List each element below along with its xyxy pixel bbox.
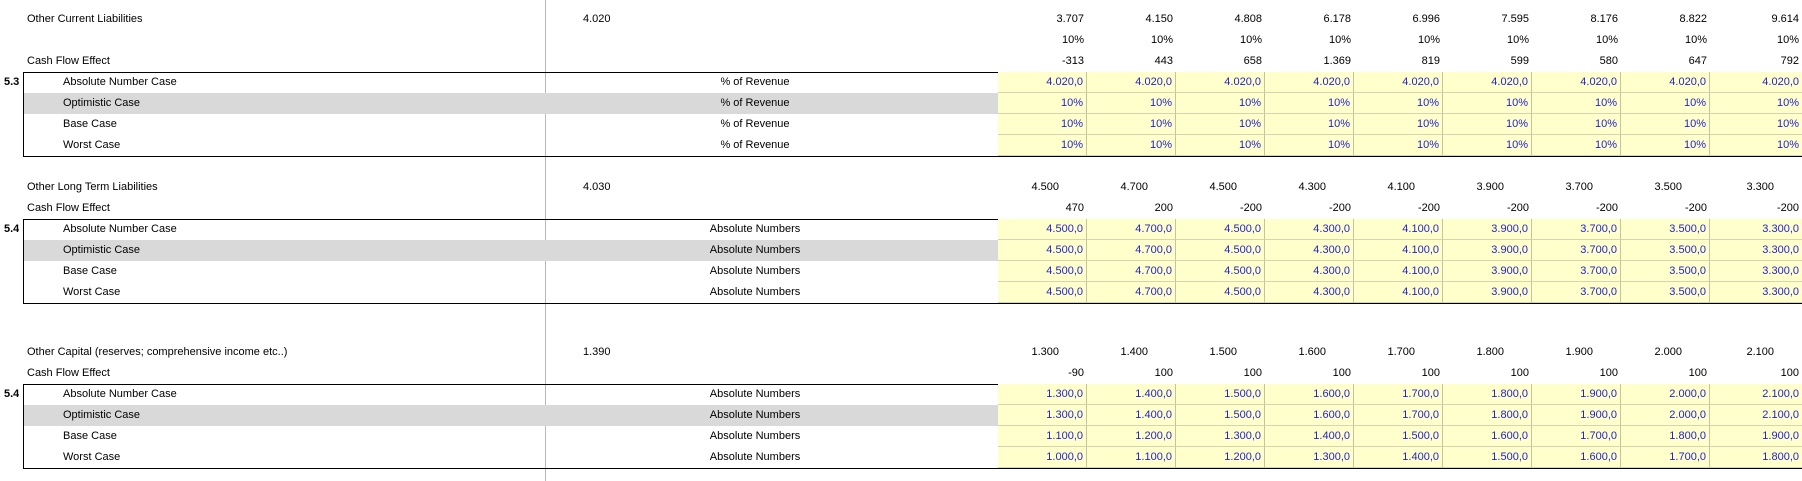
input-cell[interactable]: 1.700,0 <box>1621 447 1710 468</box>
cash-flow-row <box>0 51 1802 72</box>
input-cell[interactable]: 4.020,0 <box>1354 72 1443 93</box>
input-cell[interactable]: 1.500,0 <box>1176 405 1265 426</box>
input-cell[interactable]: 4.500,0 <box>1176 240 1265 261</box>
input-cell[interactable]: 10% <box>1710 135 1802 156</box>
input-cell[interactable]: 1.700,0 <box>1532 426 1621 447</box>
block-title-row <box>0 9 1802 30</box>
value-cell[interactable]: 9.614 <box>1771 13 1799 25</box>
value-cell[interactable]: 3.300 <box>1746 181 1774 193</box>
case-row <box>0 261 1802 282</box>
case-label[interactable]: Base Case <box>63 430 117 442</box>
case-unit[interactable]: Absolute Numbers <box>709 430 801 442</box>
input-cell[interactable]: 4.020,0 <box>1532 72 1621 93</box>
case-row <box>0 426 1802 447</box>
cash-flow-row <box>0 198 1802 219</box>
value-cell[interactable]: 3.707 <box>1056 13 1084 25</box>
value-cell[interactable]: 4.100 <box>1387 181 1415 193</box>
input-cell[interactable]: 10% <box>998 114 1087 135</box>
case-unit[interactable]: Absolute Numbers <box>709 286 801 298</box>
input-cell[interactable]: 4.100,0 <box>1354 261 1443 282</box>
value-cell[interactable]: -200 <box>1595 202 1618 214</box>
case-label[interactable]: Base Case <box>63 118 117 130</box>
input-cell[interactable]: 10% <box>1265 93 1354 114</box>
value-cell[interactable]: 4.150 <box>1145 13 1173 25</box>
value-cell[interactable]: 2.100 <box>1746 346 1774 358</box>
cash-flow-label[interactable]: Cash Flow Effect <box>27 202 110 214</box>
input-cell[interactable]: 1.900,0 <box>1532 405 1621 426</box>
case-label[interactable]: Worst Case <box>63 451 121 463</box>
input-cell[interactable]: 10% <box>1532 114 1621 135</box>
case-unit[interactable]: Absolute Numbers <box>709 388 801 400</box>
value-cell[interactable]: 10% <box>1328 34 1351 46</box>
input-cell[interactable]: 10% <box>998 93 1087 114</box>
input-cell[interactable]: 4.700,0 <box>1087 261 1176 282</box>
input-cell[interactable]: 4.500,0 <box>998 282 1087 303</box>
input-cell[interactable]: 10% <box>1176 93 1265 114</box>
case-unit[interactable]: Absolute Numbers <box>709 265 801 277</box>
case-row <box>0 114 1802 135</box>
value-cell[interactable]: 10% <box>1506 34 1529 46</box>
input-cell[interactable]: 10% <box>1087 135 1176 156</box>
case-label[interactable]: Optimistic Case <box>63 409 141 421</box>
input-cell[interactable]: 4.100,0 <box>1354 240 1443 261</box>
section-number: 5.4 <box>4 223 20 235</box>
cash-flow-row <box>0 363 1802 384</box>
case-unit[interactable]: % of Revenue <box>720 97 790 109</box>
case-unit[interactable]: % of Revenue <box>720 139 790 151</box>
input-cell[interactable]: 3.900,0 <box>1443 219 1532 240</box>
input-cell[interactable]: 3.700,0 <box>1532 240 1621 261</box>
value-cell[interactable]: 647 <box>1688 55 1707 67</box>
input-cell[interactable]: 3.300,0 <box>1710 282 1802 303</box>
input-cell[interactable]: 1.400,0 <box>1087 384 1176 405</box>
input-cell[interactable]: 4.020,0 <box>1176 72 1265 93</box>
case-label[interactable]: Worst Case <box>63 139 121 151</box>
value-cell[interactable]: 4.700 <box>1120 181 1148 193</box>
value-cell[interactable]: 200 <box>1154 202 1173 214</box>
case-label[interactable]: Optimistic Case <box>63 244 141 256</box>
input-cell[interactable]: 2.000,0 <box>1621 384 1710 405</box>
input-cell[interactable]: 4.100,0 <box>1354 282 1443 303</box>
case-unit[interactable]: % of Revenue <box>720 118 790 130</box>
input-cell[interactable]: 1.800,0 <box>1443 384 1532 405</box>
case-label[interactable]: Base Case <box>63 265 117 277</box>
value-cell[interactable]: 1.500 <box>1209 346 1237 358</box>
value-cell[interactable]: 4.300 <box>1298 181 1326 193</box>
input-cell[interactable]: 4.500,0 <box>1176 282 1265 303</box>
input-cell[interactable]: 4.300,0 <box>1265 219 1354 240</box>
input-cell[interactable]: 4.300,0 <box>1265 240 1354 261</box>
case-label[interactable]: Absolute Number Case <box>63 223 177 235</box>
value-cell[interactable]: 3.500 <box>1654 181 1682 193</box>
value-cell[interactable]: 1.369 <box>1323 55 1351 67</box>
input-cell[interactable]: 10% <box>1621 114 1710 135</box>
case-row <box>0 219 1802 240</box>
block-title-row <box>0 342 1802 363</box>
value-cell[interactable]: 4.500 <box>1209 181 1237 193</box>
value-cell[interactable]: 8.822 <box>1679 13 1707 25</box>
input-cell[interactable]: 10% <box>1621 93 1710 114</box>
block-title[interactable]: Other Long Term Liabilities <box>27 181 158 193</box>
case-unit[interactable]: Absolute Numbers <box>709 451 801 463</box>
input-cell[interactable]: 1.800,0 <box>1710 447 1802 468</box>
value-cell[interactable]: 1.400 <box>1120 346 1148 358</box>
input-cell[interactable]: 1.200,0 <box>1176 447 1265 468</box>
case-row <box>0 384 1802 405</box>
input-cell[interactable]: 1.700,0 <box>1354 405 1443 426</box>
input-cell[interactable]: 10% <box>1176 114 1265 135</box>
input-cell[interactable]: 3.300,0 <box>1710 219 1802 240</box>
input-cell[interactable]: 1.000,0 <box>998 447 1087 468</box>
value-cell[interactable]: 6.996 <box>1412 13 1440 25</box>
input-cell[interactable]: 10% <box>1087 93 1176 114</box>
input-cell[interactable]: 10% <box>1354 135 1443 156</box>
value-cell[interactable]: -200 <box>1417 202 1440 214</box>
value-cell[interactable]: 10% <box>1239 34 1262 46</box>
input-cell[interactable]: 3.300,0 <box>1710 261 1802 282</box>
case-label[interactable]: Optimistic Case <box>63 97 141 109</box>
value-cell[interactable]: 819 <box>1421 55 1440 67</box>
input-cell[interactable]: 2.100,0 <box>1710 384 1802 405</box>
value-cell[interactable]: 1.300 <box>1031 346 1059 358</box>
value-cell[interactable]: 1.700 <box>1387 346 1415 358</box>
value-cell[interactable]: -200 <box>1239 202 1262 214</box>
input-cell[interactable]: 10% <box>1354 93 1443 114</box>
value-cell[interactable]: 658 <box>1243 55 1262 67</box>
value-cell[interactable]: 10% <box>1776 34 1799 46</box>
input-cell[interactable]: 4.020,0 <box>1710 72 1802 93</box>
value-cell[interactable]: -200 <box>1328 202 1351 214</box>
value-cell[interactable]: 6.178 <box>1323 13 1351 25</box>
input-cell[interactable]: 4.020,0 <box>1265 72 1354 93</box>
case-label[interactable]: Worst Case <box>63 286 121 298</box>
input-cell[interactable]: 4.100,0 <box>1354 219 1443 240</box>
input-cell[interactable]: 1.100,0 <box>1087 447 1176 468</box>
value-cell[interactable]: -313 <box>1061 55 1084 67</box>
section-number: 5.3 <box>4 76 20 88</box>
input-cell[interactable]: 10% <box>998 135 1087 156</box>
value-cell[interactable]: 100 <box>1332 367 1351 379</box>
input-cell[interactable]: 3.700,0 <box>1532 282 1621 303</box>
value-cell[interactable]: -200 <box>1506 202 1529 214</box>
cash-flow-label[interactable]: Cash Flow Effect <box>27 367 110 379</box>
input-cell[interactable]: 10% <box>1710 93 1802 114</box>
value-cell[interactable]: 8.176 <box>1590 13 1618 25</box>
input-cell[interactable]: 1.200,0 <box>1087 426 1176 447</box>
input-cell[interactable]: 10% <box>1532 135 1621 156</box>
base-value[interactable]: 1.390 <box>583 346 611 358</box>
value-cell[interactable]: 792 <box>1780 55 1799 67</box>
input-cell[interactable]: 3.700,0 <box>1532 261 1621 282</box>
value-cell[interactable]: 100 <box>1688 367 1707 379</box>
base-value[interactable]: 4.020 <box>583 13 611 25</box>
input-cell[interactable]: 10% <box>1443 93 1532 114</box>
input-cell[interactable]: 1.800,0 <box>1443 405 1532 426</box>
input-cell[interactable]: 4.700,0 <box>1087 219 1176 240</box>
input-cell[interactable]: 4.020,0 <box>1443 72 1532 93</box>
input-cell[interactable]: 1.900,0 <box>1710 426 1802 447</box>
value-cell[interactable]: 10% <box>1684 34 1707 46</box>
input-cell[interactable]: 1.400,0 <box>1354 447 1443 468</box>
value-cell[interactable]: 10% <box>1150 34 1173 46</box>
input-cell[interactable]: 3.900,0 <box>1443 261 1532 282</box>
input-cell[interactable]: 4.500,0 <box>1176 261 1265 282</box>
case-row <box>0 447 1802 468</box>
value-cell[interactable]: 4.808 <box>1234 13 1262 25</box>
input-cell[interactable]: 10% <box>1443 135 1532 156</box>
input-cell[interactable]: 1.600,0 <box>1532 447 1621 468</box>
block-title[interactable]: Other Current Liabilities <box>27 13 143 25</box>
input-cell[interactable]: 4.500,0 <box>998 240 1087 261</box>
input-cell[interactable]: 1.700,0 <box>1354 384 1443 405</box>
value-cell[interactable]: 580 <box>1599 55 1618 67</box>
input-cell[interactable]: 3.500,0 <box>1621 282 1710 303</box>
value-cell[interactable]: 7.595 <box>1501 13 1529 25</box>
input-cell[interactable]: 1.800,0 <box>1621 426 1710 447</box>
case-row <box>0 240 1802 261</box>
input-cell[interactable]: 4.500,0 <box>998 261 1087 282</box>
value-cell[interactable]: 100 <box>1243 367 1262 379</box>
value-cell[interactable]: -200 <box>1776 202 1799 214</box>
input-cell[interactable]: 1.600,0 <box>1265 384 1354 405</box>
case-row <box>0 135 1802 156</box>
input-cell[interactable]: 10% <box>1265 114 1354 135</box>
input-cell[interactable]: 2.000,0 <box>1621 405 1710 426</box>
value-cell[interactable]: 100 <box>1599 367 1618 379</box>
input-cell[interactable]: 10% <box>1176 135 1265 156</box>
base-value[interactable]: 4.030 <box>583 181 611 193</box>
input-cell[interactable]: 1.100,0 <box>998 426 1087 447</box>
input-cell[interactable]: 1.900,0 <box>1532 384 1621 405</box>
value-cell[interactable]: 443 <box>1154 55 1173 67</box>
value-cell[interactable]: 10% <box>1595 34 1618 46</box>
block-title[interactable]: Other Capital (reserves; comprehensive income etc..) <box>27 346 288 358</box>
value-cell[interactable]: 2.000 <box>1654 346 1682 358</box>
input-cell[interactable]: 1.300,0 <box>1176 426 1265 447</box>
case-row <box>0 282 1802 303</box>
input-cell[interactable]: 10% <box>1265 135 1354 156</box>
input-cell[interactable]: 4.500,0 <box>998 219 1087 240</box>
input-cell[interactable]: 1.500,0 <box>1176 384 1265 405</box>
value-cell[interactable]: 100 <box>1510 367 1529 379</box>
input-cell[interactable]: 4.500,0 <box>1176 219 1265 240</box>
value-cell[interactable]: 4.500 <box>1031 181 1059 193</box>
value-cell[interactable]: 100 <box>1421 367 1440 379</box>
value-cell[interactable]: 1.800 <box>1476 346 1504 358</box>
input-cell[interactable]: 1.500,0 <box>1443 447 1532 468</box>
input-cell[interactable]: 10% <box>1087 114 1176 135</box>
input-cell[interactable]: 10% <box>1621 135 1710 156</box>
value-cell[interactable]: 10% <box>1061 34 1084 46</box>
input-cell[interactable]: 3.300,0 <box>1710 240 1802 261</box>
input-cell[interactable]: 4.020,0 <box>1087 72 1176 93</box>
value-cell[interactable]: 3.900 <box>1476 181 1504 193</box>
value-cell[interactable]: -200 <box>1684 202 1707 214</box>
percent-row <box>0 30 1802 51</box>
case-row <box>0 93 1802 114</box>
input-cell[interactable]: 4.020,0 <box>1621 72 1710 93</box>
input-cell[interactable]: 1.300,0 <box>998 405 1087 426</box>
case-unit[interactable]: Absolute Numbers <box>709 223 801 235</box>
case-unit[interactable]: Absolute Numbers <box>709 244 801 256</box>
input-cell[interactable]: 10% <box>1532 93 1621 114</box>
input-cell[interactable]: 3.700,0 <box>1532 219 1621 240</box>
input-cell[interactable]: 3.500,0 <box>1621 240 1710 261</box>
input-cell[interactable]: 1.300,0 <box>998 384 1087 405</box>
value-cell[interactable]: 100 <box>1780 367 1799 379</box>
input-cell[interactable]: 4.700,0 <box>1087 240 1176 261</box>
input-cell[interactable]: 4.300,0 <box>1265 282 1354 303</box>
input-cell[interactable]: 1.500,0 <box>1354 426 1443 447</box>
value-cell[interactable]: 100 <box>1154 367 1173 379</box>
case-unit[interactable]: Absolute Numbers <box>709 409 801 421</box>
input-cell[interactable]: 4.020,0 <box>998 72 1087 93</box>
case-row <box>0 405 1802 426</box>
input-cell[interactable]: 10% <box>1354 114 1443 135</box>
value-cell[interactable]: 1.900 <box>1565 346 1593 358</box>
section-number: 5.4 <box>4 388 20 400</box>
value-cell[interactable]: 1.600 <box>1298 346 1326 358</box>
input-cell[interactable]: 2.100,0 <box>1710 405 1802 426</box>
value-cell[interactable]: 3.700 <box>1565 181 1593 193</box>
input-cell[interactable]: 10% <box>1710 114 1802 135</box>
case-label[interactable]: Absolute Number Case <box>63 76 177 88</box>
input-cell[interactable]: 1.400,0 <box>1265 426 1354 447</box>
input-cell[interactable]: 1.300,0 <box>1265 447 1354 468</box>
value-cell[interactable]: 470 <box>1065 202 1084 214</box>
input-cell[interactable]: 4.300,0 <box>1265 261 1354 282</box>
input-cell[interactable]: 3.900,0 <box>1443 240 1532 261</box>
input-cell[interactable]: 3.900,0 <box>1443 282 1532 303</box>
value-cell[interactable]: -90 <box>1068 367 1084 379</box>
input-cell[interactable]: 1.600,0 <box>1265 405 1354 426</box>
input-cell[interactable]: 3.500,0 <box>1621 219 1710 240</box>
input-cell[interactable]: 4.700,0 <box>1087 282 1176 303</box>
case-unit[interactable]: % of Revenue <box>720 76 790 88</box>
cash-flow-label[interactable]: Cash Flow Effect <box>27 55 110 67</box>
value-cell[interactable]: 599 <box>1510 55 1529 67</box>
input-cell[interactable]: 1.400,0 <box>1087 405 1176 426</box>
input-cell[interactable]: 10% <box>1443 114 1532 135</box>
case-row <box>0 72 1802 93</box>
case-label[interactable]: Absolute Number Case <box>63 388 177 400</box>
block-title-row <box>0 177 1802 198</box>
value-cell[interactable]: 10% <box>1417 34 1440 46</box>
input-cell[interactable]: 1.600,0 <box>1443 426 1532 447</box>
input-cell[interactable]: 3.500,0 <box>1621 261 1710 282</box>
